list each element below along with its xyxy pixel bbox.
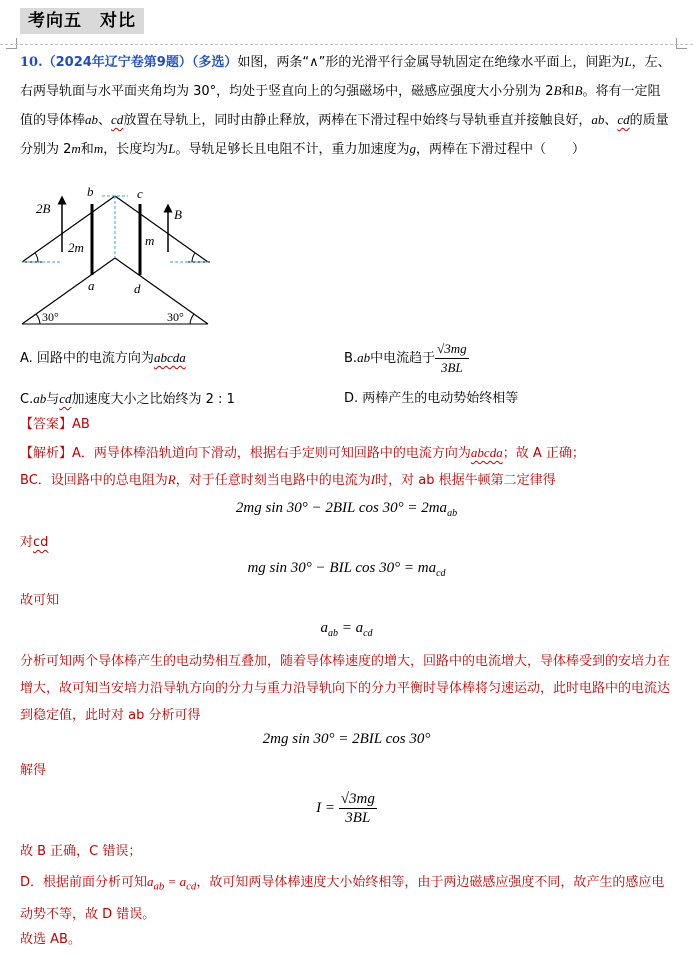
stem-var: m	[93, 141, 104, 156]
stem-rod: cd	[617, 112, 630, 127]
equation-1-body: 2mg sin 30° − 2BIL cos 30° = 2ma	[235, 500, 448, 516]
analysis-rod: cd	[33, 535, 49, 550]
analysis-accel-mid: = a	[164, 874, 187, 889]
analysis-text: A．两导体棒沿轨道向下滑动，根据右手定则可知回路中的电流方向为	[72, 446, 471, 461]
label-c: c	[137, 186, 143, 201]
stem-text: 。将有一定阻值的导体棒	[20, 84, 661, 128]
analysis-final: 故选 AB。	[20, 932, 81, 947]
option-c-rod2: cd	[59, 391, 72, 406]
analysis-text: 对	[20, 535, 34, 550]
option-d[interactable]: D. 两棒产生的电动势始终相等	[344, 391, 519, 406]
stem-rod: cd	[111, 112, 124, 127]
option-c-prefix: C.	[20, 392, 34, 407]
answer-line	[20, 412, 90, 438]
label-d: d	[134, 281, 141, 296]
analysis-text: D．根据前面分析可知	[20, 875, 148, 890]
option-a-text: A. 回路中的电流方向为	[20, 351, 154, 366]
analysis-text: ，对于任意时刻当电路中的电流为	[175, 473, 371, 488]
equation-5	[0, 790, 693, 827]
stem-text: 和	[80, 142, 94, 157]
stem-rod: ab	[85, 112, 99, 127]
analysis-label: 【解析】	[20, 446, 73, 461]
stem-text: 、	[98, 113, 112, 128]
stem-rod: ab	[591, 112, 605, 127]
analysis-text: BC．设回路中的总电阻为	[20, 473, 168, 488]
page-header-rule	[0, 44, 693, 45]
analysis-current-direction: abcda	[470, 445, 503, 460]
angle-arc-left-bottom	[36, 314, 40, 324]
equation-5-fraction	[339, 790, 377, 827]
equation-2-sub: cd	[436, 568, 446, 579]
equation-3-a: a	[320, 620, 328, 636]
stem-text: 放置在导轨上，同时由静止释放，两棒在下滑过程中始终与导轨垂直并接触良好，	[123, 113, 592, 128]
stem-var: g	[409, 141, 416, 156]
option-b-numerator: √3mg	[435, 340, 469, 359]
option-a[interactable]	[20, 348, 186, 369]
label-2B: 2B	[36, 201, 51, 216]
stem-text: 和	[561, 84, 575, 99]
analysis-text: ；故 A 正确；	[502, 446, 585, 461]
equation-3	[0, 620, 693, 639]
stem-var: m	[71, 141, 81, 156]
analysis-accel-sub: cd	[186, 880, 197, 893]
option-b-fraction	[435, 340, 469, 377]
answer-label: 【答案】	[20, 417, 73, 432]
stem-text: 、	[604, 113, 618, 128]
option-b-rod: ab	[357, 350, 371, 365]
label-angle-right: 30°	[167, 310, 184, 324]
analysis-line-d	[20, 868, 672, 928]
analysis-paragraph: 分析可知两个导体棒产生的电动势相互叠加，随着导体棒速度的增大，回路中的电流增大，导体棒受到的安培力在增大，故可知当安培力沿导轨方向的分力与重力沿导轨向下的分力平衡时导体棒将匀速运动，此时电路中的电流达到稳定值，此时对 ab 分析可得	[20, 654, 671, 723]
option-b-denominator: 3BL	[441, 360, 463, 375]
stem-text: ，两棒在下滑过程中（ ）	[415, 142, 585, 157]
rail-right-upper	[115, 196, 208, 262]
analysis-solve: 解得	[20, 763, 47, 778]
option-c[interactable]	[20, 389, 235, 410]
analysis-accel-sub: ab	[153, 880, 165, 893]
analysis-var: I	[370, 472, 376, 487]
equation-1-sub: ab	[447, 508, 458, 519]
analysis-conclusion-bc: 故 B 正确，C 错误；	[20, 844, 142, 859]
analysis-therefore: 故可知	[20, 593, 60, 608]
section-title: 考向五 对比	[20, 8, 144, 34]
question-stem	[20, 48, 672, 164]
analysis-accel: a	[147, 874, 154, 889]
equation-5-numerator: √3mg	[340, 791, 375, 807]
question-source: （2024年辽宁卷第9题）（多选）	[42, 55, 238, 70]
equation-5-lhs: I =	[316, 799, 336, 816]
stem-text: ，长度均为	[103, 142, 169, 157]
analysis-text: ，故可知两导体棒速度大小始终相等，由于两边磁感应强度不同，故产生的感应电动势不等，故 D 错误。	[20, 875, 665, 922]
option-b-text: 中电流趋于	[370, 351, 436, 366]
label-2m: 2m	[68, 240, 84, 255]
option-a-value: abcda	[153, 350, 186, 365]
equation-3-mid: = a	[337, 620, 364, 636]
stem-text: 如图，两条“∧”形的光滑平行金属导轨固定在绝缘水平面上，间距为	[237, 55, 625, 70]
label-m: m	[145, 233, 155, 248]
analysis-for-cd	[20, 530, 48, 556]
answer-value: AB	[72, 417, 90, 432]
angle-arc-left-top	[35, 253, 38, 262]
equation-3-sub1: ab	[327, 628, 338, 639]
stem-var: B	[553, 83, 562, 98]
stem-var: L	[168, 141, 176, 156]
analysis-var: R	[167, 472, 176, 487]
analysis-text: 时，对 ab 根据牛顿第二定律得	[375, 473, 556, 488]
rail-diagram	[20, 182, 220, 332]
stem-text: 的质量分别为 2	[20, 113, 669, 157]
label-B: B	[174, 207, 182, 222]
option-c-text2: 加速度大小之比始终为 2 : 1	[71, 392, 235, 407]
option-c-rod1: ab	[33, 391, 47, 406]
option-b[interactable]	[344, 340, 469, 377]
equation-2	[0, 560, 693, 579]
equation-5-denominator: 3BL	[345, 810, 371, 826]
stem-var: B	[574, 83, 583, 98]
equation-1	[0, 500, 693, 519]
option-b-prefix: B.	[344, 351, 358, 366]
analysis-line-a	[20, 440, 585, 467]
stem-text: 。导轨足够长且电阻不计，重力加速度为	[175, 142, 410, 157]
equation-3-sub2: cd	[363, 628, 373, 639]
equation-2-body: mg sin 30° − BIL cos 30° = ma	[247, 560, 437, 576]
equation-4: 2mg sin 30° = 2BIL cos 30°	[262, 731, 431, 747]
analysis-line-bc	[20, 467, 556, 494]
label-b: b	[87, 184, 94, 199]
option-c-text1: 与	[46, 392, 60, 407]
question-number: 10.	[20, 55, 43, 70]
stem-var: L	[624, 54, 632, 69]
angle-arc-right-top	[192, 253, 195, 262]
angle-arc-right-bottom	[190, 314, 194, 324]
stem-text: ，左、右两导轨面与水平面夹角均为 30°，均处于竖直向上的匀强磁场中，磁感应强度大小分别为 2	[20, 55, 671, 99]
label-a: a	[88, 278, 95, 293]
label-angle-left: 30°	[42, 310, 59, 324]
